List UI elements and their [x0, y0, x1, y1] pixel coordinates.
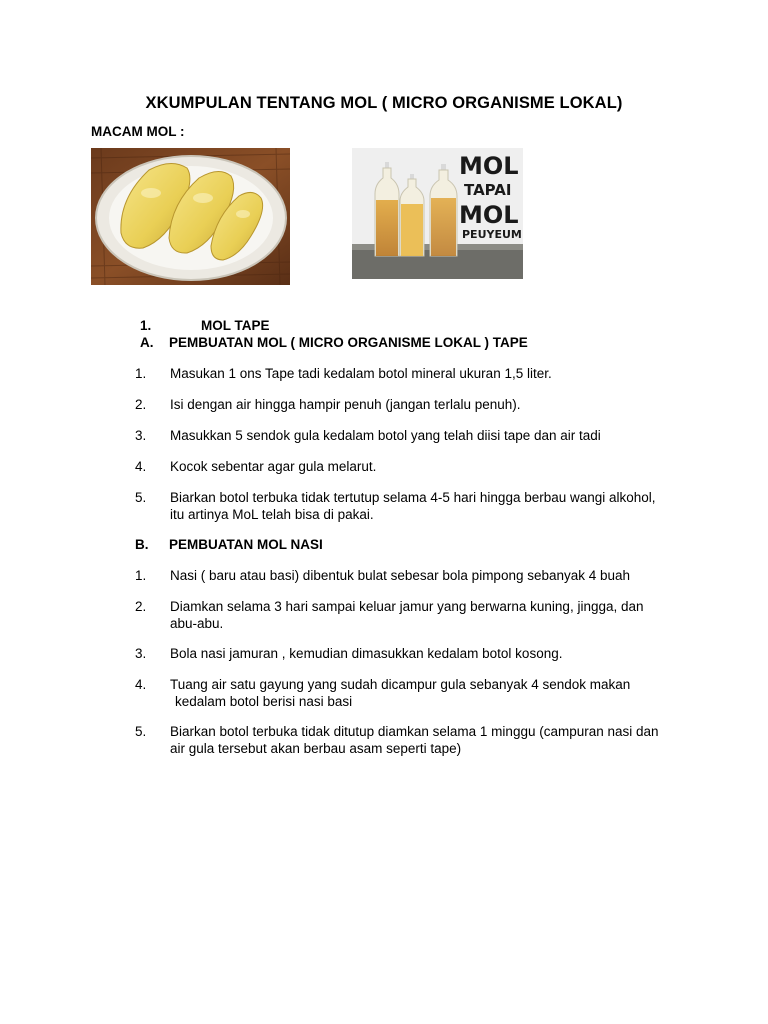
step-number: 2.	[135, 397, 147, 412]
step-number: 5.	[135, 490, 147, 505]
step-number: 1.	[135, 366, 147, 381]
nasi-step	[135, 677, 695, 710]
mol-bottles-photo	[352, 148, 523, 279]
step-text: Isi dengan air hingga hampir penuh (jangan terlalu penuh).	[170, 397, 521, 412]
section-a-heading	[140, 335, 528, 350]
nasi-step	[135, 599, 695, 632]
section-b-number: B.	[135, 537, 149, 552]
step-text-continued: kedalam botol berisi nasi basi	[175, 693, 353, 709]
photo-label-mol-1: MOL	[459, 152, 519, 180]
photo-label-peuyeum: PEUYEUM	[462, 228, 522, 241]
photo-label-mol-2: MOL	[459, 201, 519, 229]
step-text-continued: air gula tersebut akan berbau asam seperti tape)	[170, 740, 462, 756]
nasi-step	[135, 568, 695, 585]
step-text: Biarkan botol terbuka tidak ditutup diamkan selama 1 minggu (campuran nasi dan	[170, 724, 659, 739]
step-text: Masukkan 5 sendok gula kedalam botol yang telah diisi tape dan air tadi	[170, 428, 601, 443]
step-text-continued: abu-abu.	[170, 615, 224, 631]
section-a-label: PEMBUATAN MOL ( MICRO ORGANISME LOKAL ) TAPE	[169, 335, 528, 350]
step-number: 3.	[135, 646, 147, 661]
section-b-label: PEMBUATAN MOL NASI	[169, 537, 323, 552]
step-text: Diamkan selama 3 hari sampai keluar jamur yang berwarna kuning, jingga, dan	[170, 599, 644, 614]
step-number: 3.	[135, 428, 147, 443]
section-a-number: A.	[140, 335, 154, 350]
section-b-heading	[135, 537, 323, 552]
tape-step	[135, 490, 695, 523]
step-number: 2.	[135, 599, 147, 614]
section-1-label: MOL TAPE	[201, 318, 270, 333]
mol-types-heading: MACAM MOL :	[91, 124, 185, 139]
tape-step	[135, 366, 695, 383]
step-number: 4.	[135, 459, 147, 474]
tape-step	[135, 459, 695, 476]
nasi-step	[135, 646, 695, 663]
step-text: Bola nasi jamuran , kemudian dimasukkan kedalam botol kosong.	[170, 646, 563, 661]
step-number: 4.	[135, 677, 147, 692]
step-text-continued: itu artinya MoL telah bisa di pakai.	[170, 506, 374, 522]
tape-step	[135, 397, 695, 414]
page-title: XKUMPULAN TENTANG MOL ( MICRO ORGANISME LOKAL)	[145, 94, 623, 112]
step-text: Kocok sebentar agar gula melarut.	[170, 459, 377, 474]
step-number: 1.	[135, 568, 147, 583]
tape-step	[135, 428, 695, 445]
step-text: Masukan 1 ons Tape tadi kedalam botol mineral ukuran 1,5 liter.	[170, 366, 552, 381]
step-text: Nasi ( baru atau basi) dibentuk bulat sebesar bola pimpong sebanyak 4 buah	[170, 568, 631, 583]
photo-label-tapai: TAPAI	[464, 181, 512, 199]
section-1-number: 1.	[140, 318, 152, 333]
step-text: Tuang air satu gayung yang sudah dicampur gula sebanyak 4 sendok makan	[170, 677, 631, 692]
tape-plate-photo	[91, 148, 290, 285]
section-1-heading	[140, 318, 270, 333]
nasi-step	[135, 724, 695, 757]
step-number: 5.	[135, 724, 147, 739]
step-text: Biarkan botol terbuka tidak tertutup selama 4-5 hari hingga berbau wangi alkohol,	[170, 490, 656, 505]
